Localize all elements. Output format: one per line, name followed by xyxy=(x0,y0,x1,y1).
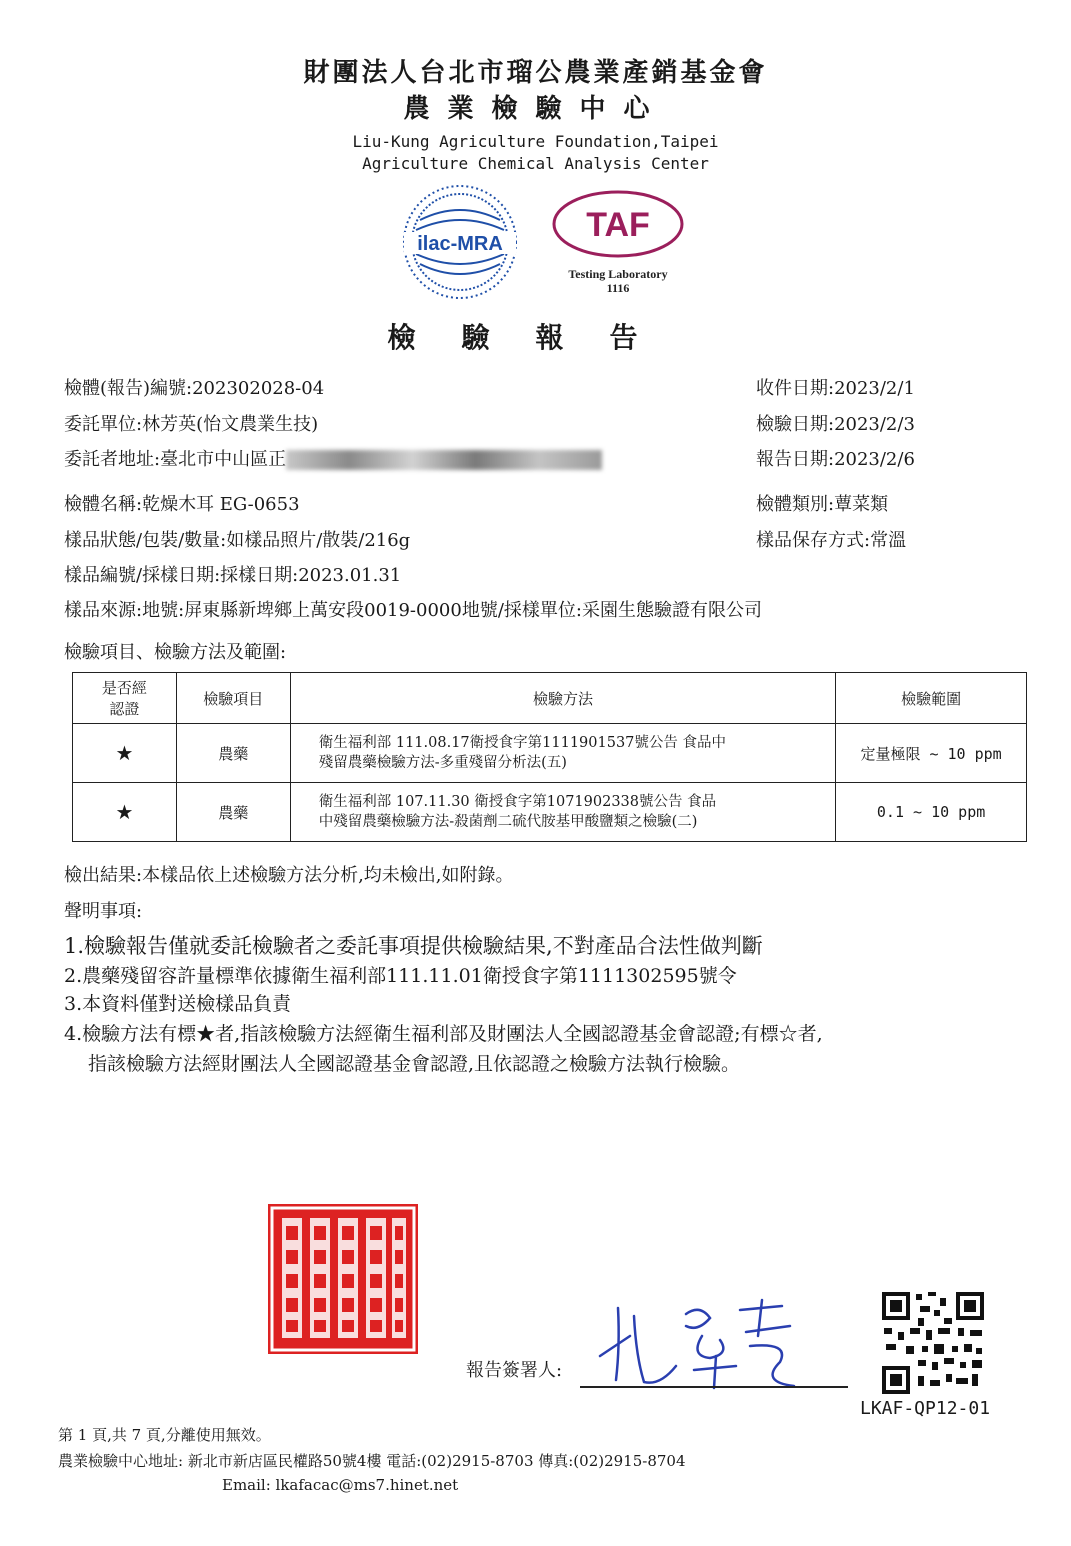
sample-number: 樣品編號/採樣日期:採樣日期:2023.01.31 xyxy=(64,565,402,586)
client-address xyxy=(64,445,602,471)
organization-name: 財團法人台北市瑠公農業產銷基金會 xyxy=(303,58,768,88)
storage-method: 樣品保存方式:常溫 xyxy=(756,530,907,551)
signature-line xyxy=(580,1386,848,1388)
organization-name-en: Liu-Kung Agriculture Foundation,Taipei xyxy=(352,132,719,151)
items-heading: 檢驗項目、檢驗方法及範圍: xyxy=(64,642,287,663)
declaration-item: 3.本資料僅對送檢樣品負責 xyxy=(64,993,292,1015)
ilac-logo-text: ilac-MRA xyxy=(417,233,503,255)
contact-email: Email: lkafacac@ms7.hinet.net xyxy=(222,1476,459,1494)
declaration-heading: 聲明事項: xyxy=(64,901,143,922)
table-row xyxy=(73,724,1027,783)
report-number: 檢體(報告)編號:202302028-04 xyxy=(64,378,325,399)
sample-state: 樣品狀態/包裝/數量:如樣品照片/散裝/216g xyxy=(64,530,411,551)
table-row xyxy=(73,783,1027,842)
handwritten-signature xyxy=(590,1296,810,1392)
sample-name: 檢體名稱:乾燥木耳 EG-0653 xyxy=(64,494,300,515)
received-date: 收件日期:2023/2/1 xyxy=(756,378,915,399)
center-name-en: Agriculture Chemical Analysis Center xyxy=(362,154,709,173)
certified-star: ★ xyxy=(73,724,177,783)
official-seal xyxy=(268,1204,418,1354)
report-title: 檢驗報告 xyxy=(387,321,684,354)
certified-star: ★ xyxy=(73,783,177,842)
test-items-table xyxy=(72,672,1027,842)
signer-label: 報告簽署人: xyxy=(466,1360,563,1381)
declaration-item: 指該檢驗方法經財團法人全國認證基金會認證,且依認證之檢驗方法執行檢驗。 xyxy=(88,1053,741,1075)
header-method: 檢驗方法 xyxy=(290,673,835,724)
header-item: 檢驗項目 xyxy=(176,673,290,724)
declaration-item: 1.檢驗報告僅就委託檢驗者之委託事項提供檢驗結果,不對產品合法性做判斷 xyxy=(64,934,763,958)
test-range: 0.1 ~ 10 ppm xyxy=(836,783,1027,842)
sample-source: 樣品來源:地號:屏東縣新埤鄉上萬安段0019-0000地號/採樣單位:采園生態驗證有限公司 xyxy=(64,600,762,621)
form-code: LKAF-QP12-01 xyxy=(860,1398,991,1419)
test-date: 檢驗日期:2023/2/3 xyxy=(756,414,915,435)
test-method: 衛生福利部 107.11.30 衛授食字第1071902338號公告 食品 中殘留農藥檢驗方法-殺菌劑二硫代胺基甲酸鹽類之檢驗(二) xyxy=(290,783,835,842)
qr-code xyxy=(878,1288,988,1398)
page-indicator: 第 1 頁,共 7 頁,分離使用無效。 xyxy=(58,1426,271,1444)
client-name: 委託單位:林芳英(怡文農業生技) xyxy=(64,414,319,435)
test-result: 檢出結果:本樣品依上述檢驗方法分析,均未檢出,如附錄。 xyxy=(64,865,514,886)
taf-logo xyxy=(548,188,688,298)
ilac-mra-logo xyxy=(398,180,522,304)
test-item: 農藥 xyxy=(176,724,290,783)
table-header-row xyxy=(73,673,1027,724)
declaration-item: 4.檢驗方法有標★者,指該檢驗方法經衛生福利部及財團法人全國認證基金會認證;有標☆者, xyxy=(64,1023,823,1045)
header-certified: 是否經 認證 xyxy=(73,673,177,724)
declaration-item: 2.農藥殘留容許量標準依據衛生福利部111.11.01衛授食字第1111302595號令 xyxy=(64,965,737,987)
taf-sub-text: Testing Laboratory xyxy=(568,267,668,281)
taf-logo-text: TAF xyxy=(586,206,650,244)
test-item: 農藥 xyxy=(176,783,290,842)
address-redaction xyxy=(286,450,602,470)
test-range: 定量極限 ~ 10 ppm xyxy=(836,724,1027,783)
taf-lab-number: 1116 xyxy=(606,281,630,295)
test-method: 衛生福利部 111.08.17衛授食字第1111901537號公告 食品中 殘留農藥檢驗方法-多重殘留分析法(五) xyxy=(290,724,835,783)
center-name: 農業檢驗中心 xyxy=(403,94,668,124)
client-address-text: 委託者地址:臺北市中山區正 xyxy=(64,449,287,470)
header-range: 檢驗範圍 xyxy=(836,673,1027,724)
report-date: 報告日期:2023/2/6 xyxy=(756,449,915,470)
center-address: 農業檢驗中心地址: 新北市新店區民權路50號4樓 電話:(02)2915-8703 傳真:(02)2915-8704 xyxy=(58,1452,686,1470)
sample-category: 檢體類別:蕈菜類 xyxy=(756,494,889,515)
